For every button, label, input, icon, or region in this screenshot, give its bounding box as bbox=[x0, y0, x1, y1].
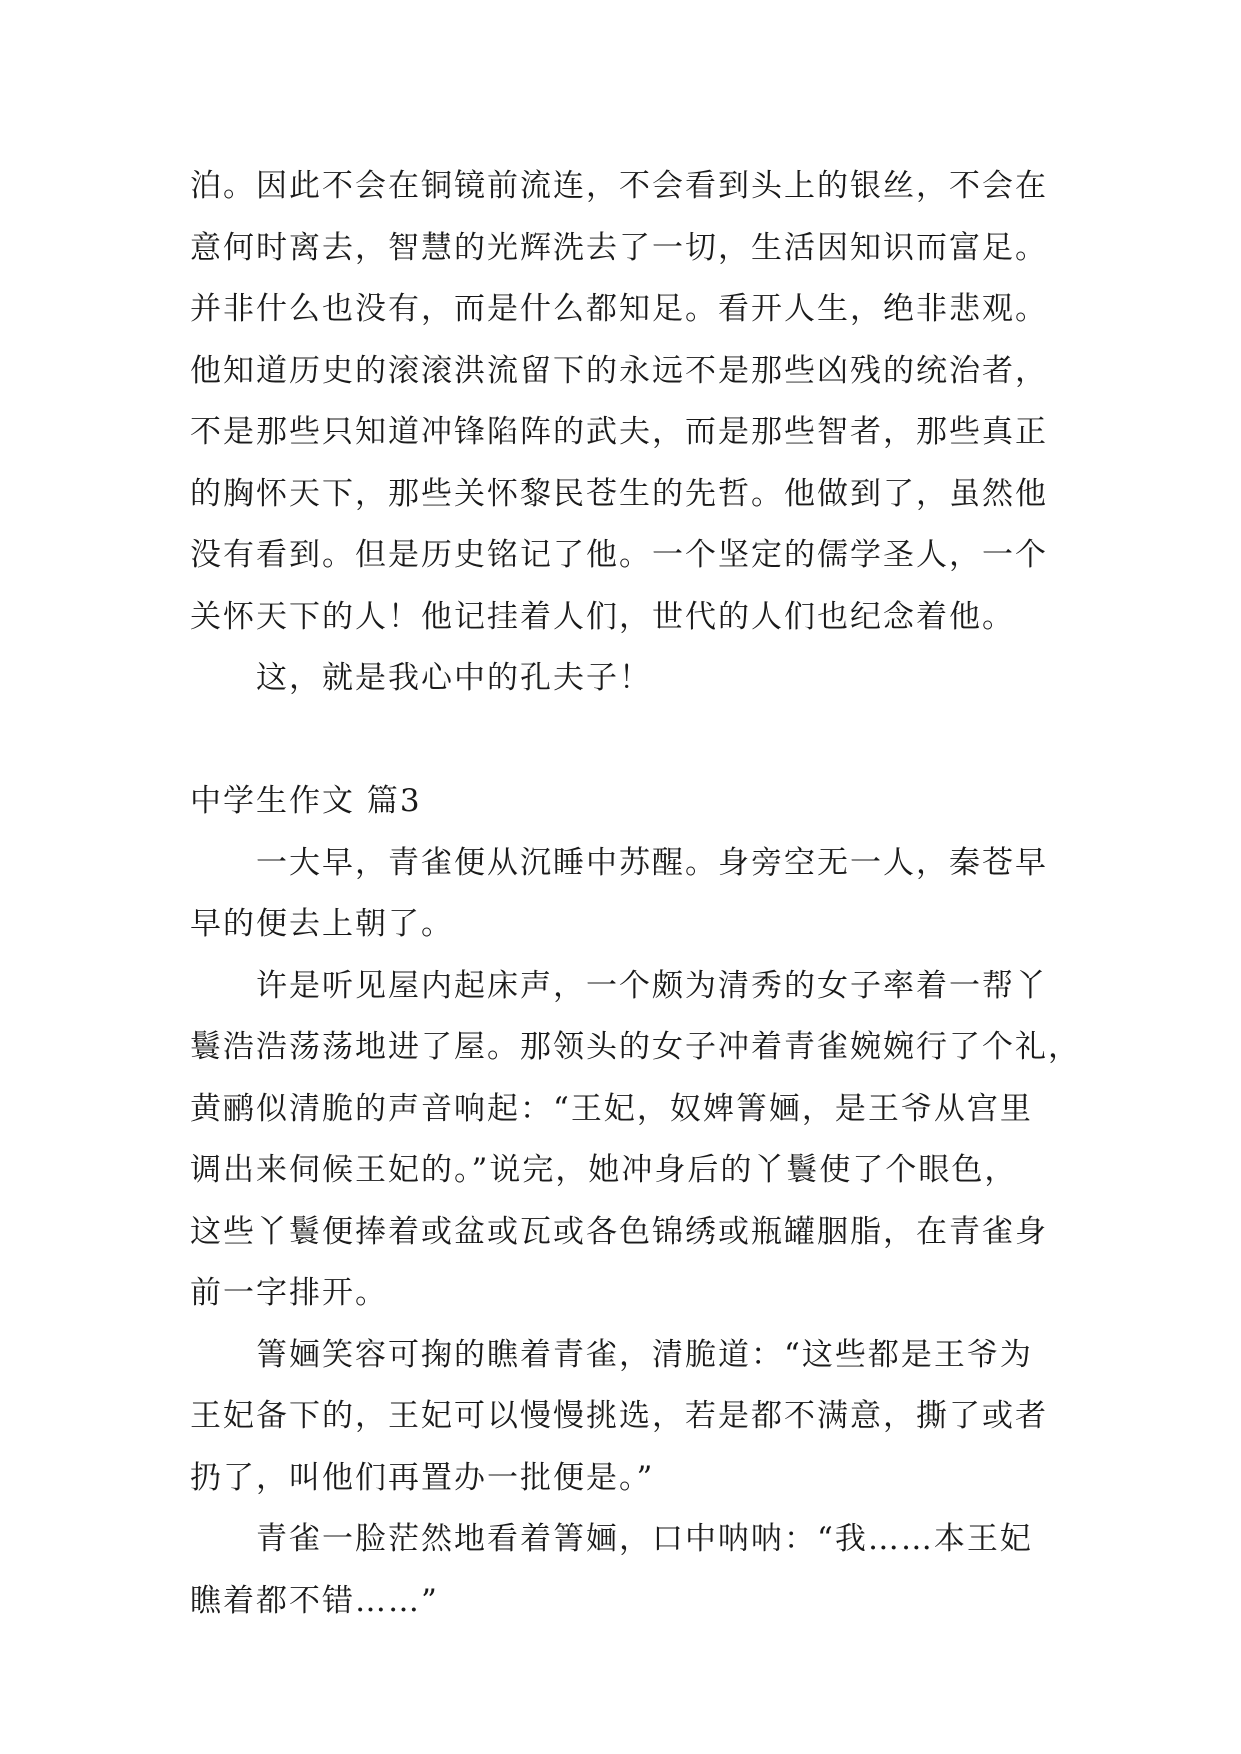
text-line: 鬟浩浩荡荡地进了屋。那领头的女子冲着青雀婉婉行了个礼， bbox=[190, 1029, 1081, 1065]
text-line: 瞧着都不错……” bbox=[190, 1582, 439, 1619]
paragraph-qingque-replies bbox=[190, 1509, 1080, 1632]
text-line: 关怀天下的人！他记挂着人们，世代的人们也纪念着他。 bbox=[190, 598, 1015, 635]
text-line: 他知道历史的滚滚洪流留下的永远不是那些凶残的统治者， bbox=[190, 352, 1048, 389]
text-line: 黄鹂似清脆的声音响起：“王妃，奴婢箐婳，是王爷从宫里 bbox=[190, 1090, 1033, 1127]
text-line: 许是听见屋内起床声，一个颇为清秀的女子率着一帮丫 bbox=[256, 967, 1048, 1004]
text-line: 的胸怀天下，那些关怀黎民苍生的先哲。他做到了，虽然他 bbox=[190, 475, 1048, 512]
paragraph-maid-speaks bbox=[190, 1325, 1080, 1510]
text-line: 青雀一脸茫然地看着箐婳，口中呐呐：“我……本王妃 bbox=[256, 1521, 1033, 1557]
paragraph-morning bbox=[190, 833, 1080, 956]
text-line: 这些丫鬟便捧着或盆或瓦或各色锦绣或瓶罐胭脂，在青雀身 bbox=[190, 1213, 1048, 1250]
paragraph-maid-arrives bbox=[190, 956, 1080, 1325]
text-line: 并非什么也没有，而是什么都知足。看开人生，绝非悲观。 bbox=[190, 291, 1048, 327]
closing-sentence: 这，就是我心中的孔夫子！ bbox=[256, 660, 652, 696]
text-line: 王妃备下的，王妃可以慢慢挑选，若是都不满意，撕了或者 bbox=[190, 1398, 1048, 1434]
essay-text bbox=[190, 156, 1080, 1632]
text-line: 扔了，叫他们再置办一批便是。” bbox=[190, 1459, 655, 1496]
section-heading: 中学生作文 篇3 bbox=[190, 783, 422, 819]
section-spacer bbox=[190, 710, 1080, 772]
text-line: 调出来伺候王妃的。”说完，她冲身后的丫鬟使了个眼色， bbox=[190, 1152, 1018, 1188]
text-line: 一大早，青雀便从沉睡中苏醒。身旁空无一人，秦苍早 bbox=[256, 844, 1048, 881]
text-line: 早的便去上朝了。 bbox=[190, 906, 454, 942]
text-line: 意何时离去，智慧的光辉洗去了一切，生活因知识而富足。 bbox=[190, 229, 1048, 266]
text-line: 箐婳笑容可掬的瞧着青雀，清脆道：“这些都是王爷为 bbox=[256, 1336, 1033, 1373]
text-line: 不是那些只知道冲锋陷阵的武夫，而是那些智者，那些真正 bbox=[190, 414, 1048, 450]
text-line: 泊。因此不会在铜镜前流连，不会看到头上的银丝，不会在 bbox=[190, 168, 1048, 204]
text-line: 前一字排开。 bbox=[190, 1275, 388, 1311]
text-line: 没有看到。但是历史铭记了他。一个坚定的儒学圣人，一个 bbox=[190, 537, 1048, 573]
paragraph-confucius-ending bbox=[190, 156, 1080, 648]
